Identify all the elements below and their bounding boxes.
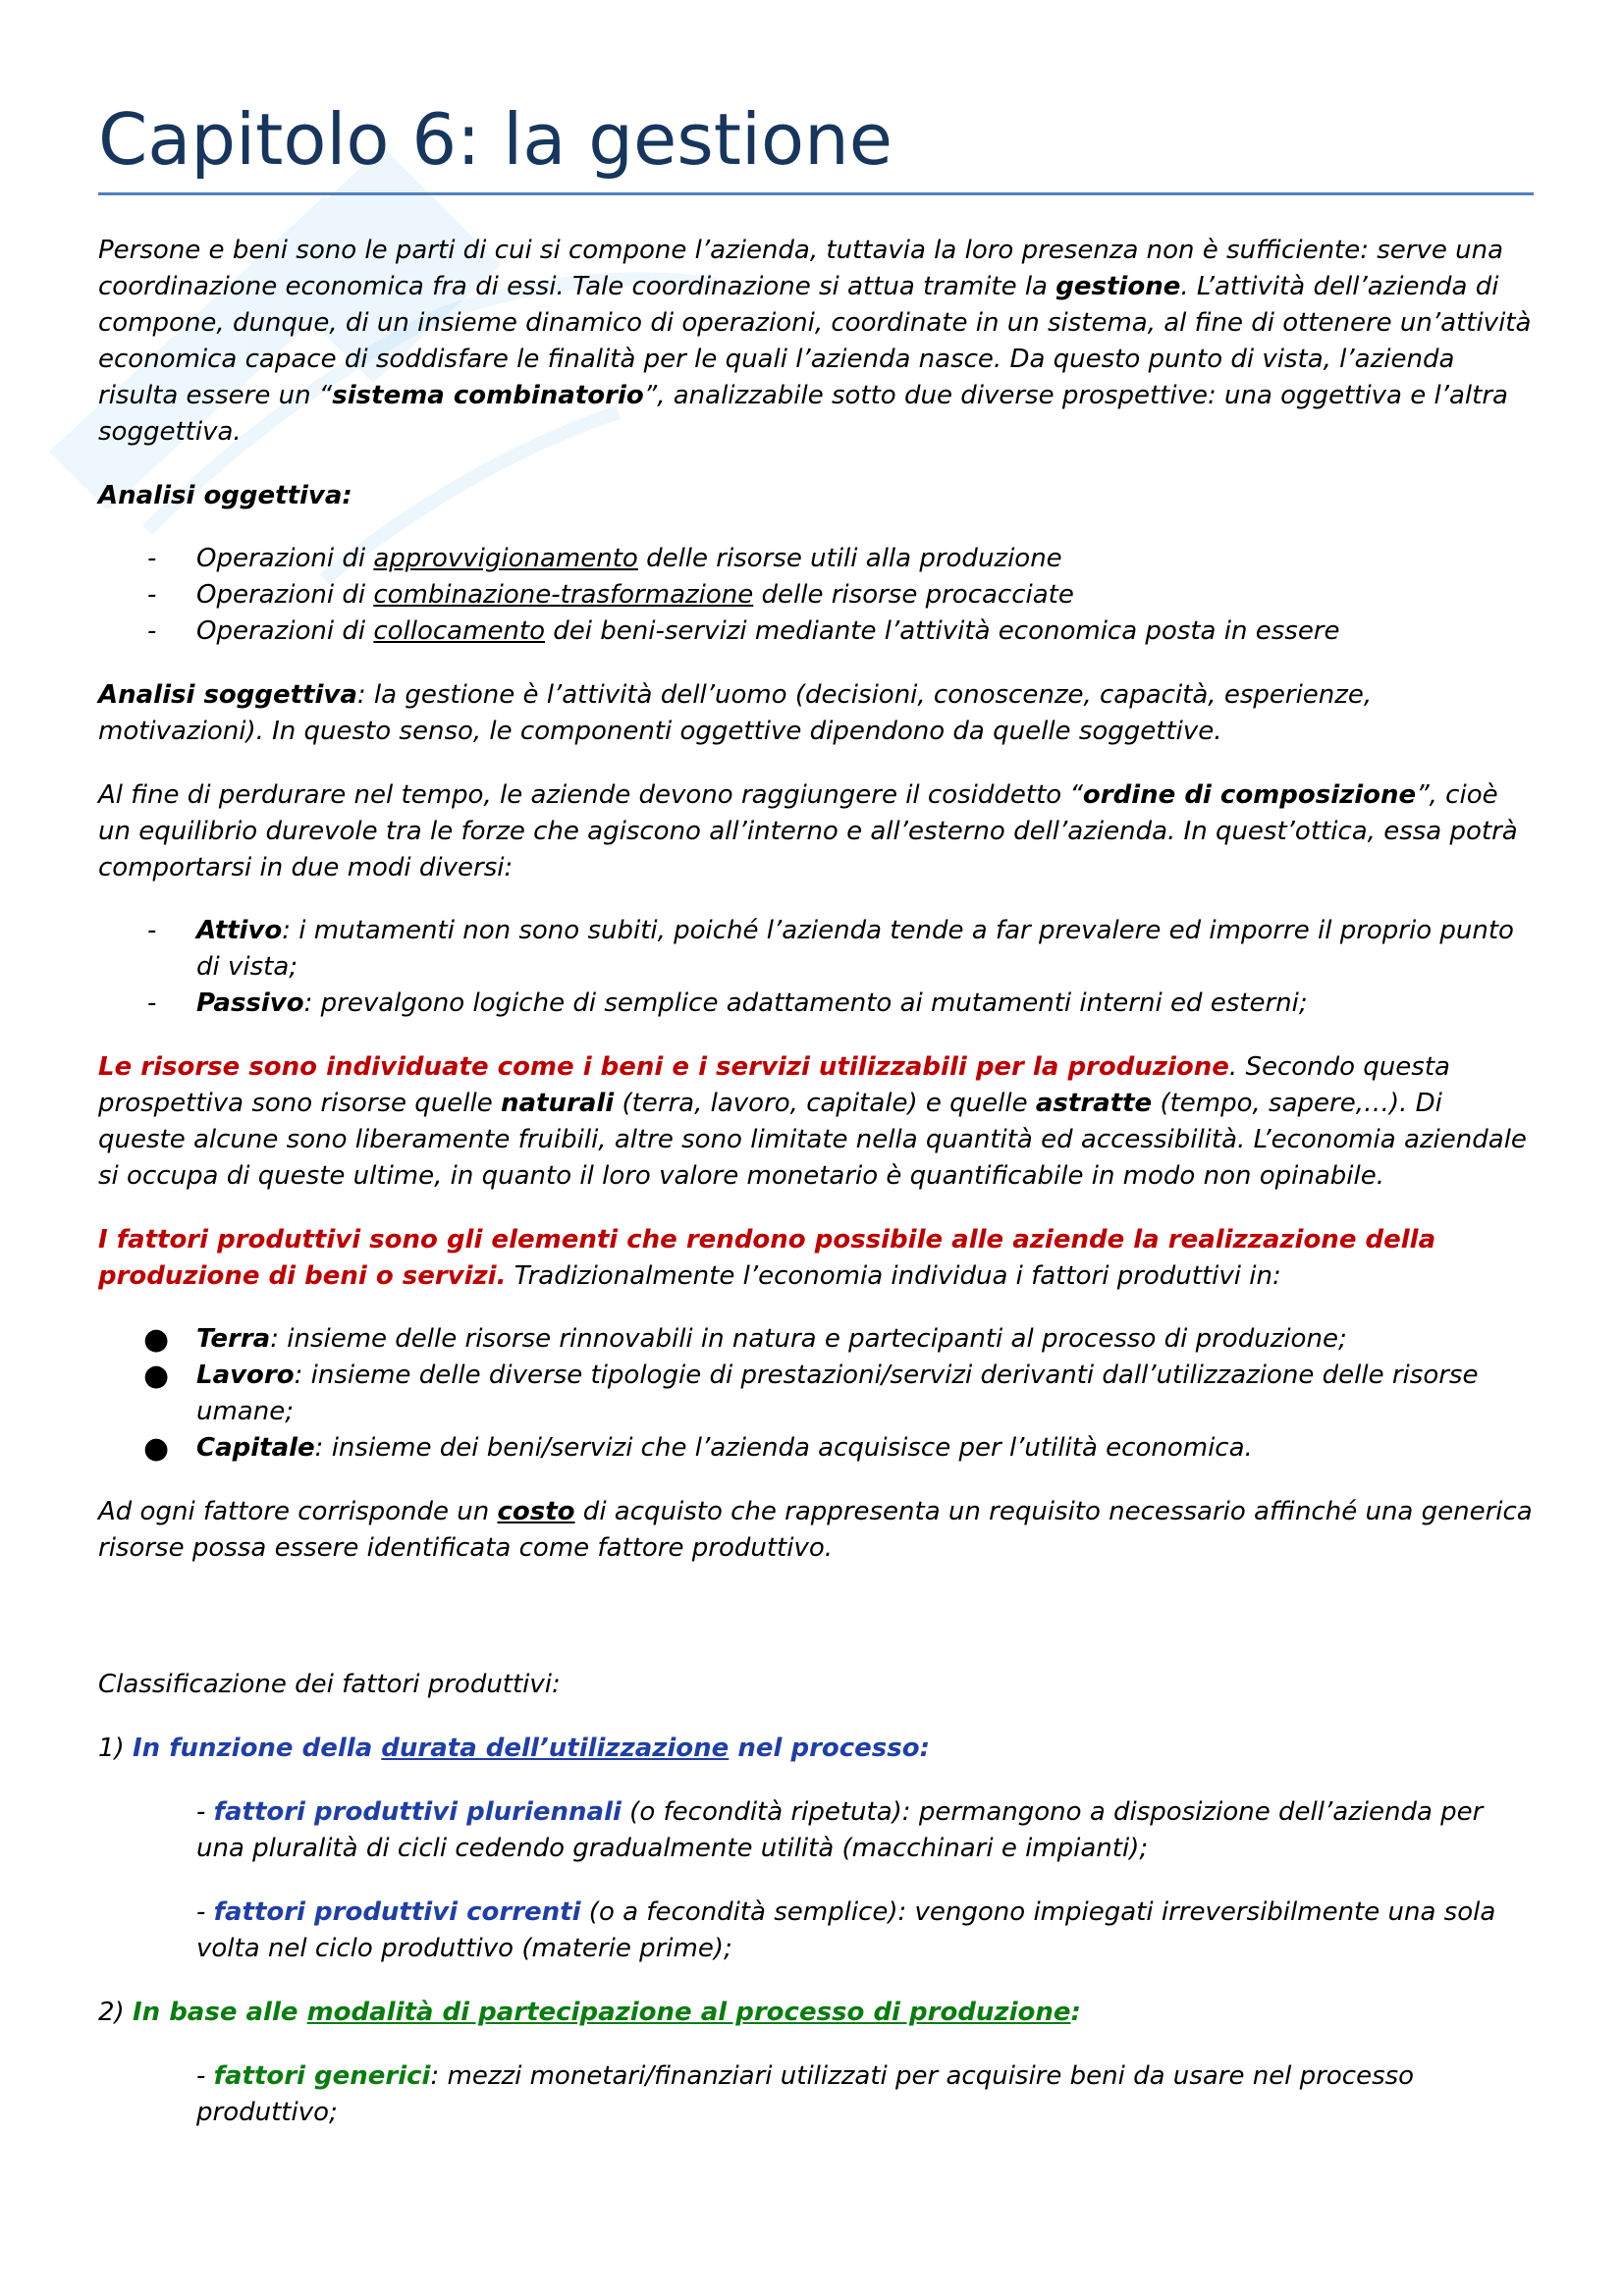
fattori-pluriennali-item: - fattori produttivi pluriennali (o fecondità ripetuta): permangono a disposizione dell’azienda per una pluralità di cicli cedendo gradualmente utilità (macchinari e impianti); [196,1797,1484,1863]
fattori-correnti-item: - fattori produttivi correnti (o a fecondità semplice): vengono impiegati irreversibilmente una sola volta nel ciclo produttivo (materie prime); [196,1897,1496,1963]
list-item: ● Capitale: insieme dei beni/servizi che l’azienda acquisisce per l’utilità economica. [143,1431,1253,1466]
list-item: ● Terra: insieme delle risorse rinnovabili in natura e partecipanti al processo di produzione; [143,1322,1347,1357]
analisi-oggettiva-heading: Analisi oggettiva: [98,481,352,510]
list-item: - Passivo: prevalgono logiche di semplice adattamento ai mutamenti interni ed esterni; [147,988,1308,1018]
intro-paragraph: Persone e beni sono le parti di cui si compone l’azienda, tuttavia la loro presenza non è sufficiente: serve una coordinazione economica fra di essi. Tale coordinazione si attua tramite la gestione. L’attività dell’azienda di compone, dunque, di un insieme dinamico di operazioni, coordinate in un sistema, al fine di ottenere un’attività economica capace di soddisfare le finalità per le quali l’azienda nasce. Da questo punto di vista, l’azienda risulta essere un “sistema combinatorio”, analizzabile sotto due diverse prospettive: una oggettiva e l’altra soggettiva. [98,236,1532,447]
classificazione-2-heading: 2) In base alle modalità di partecipazione al processo di produzione: [98,1998,1081,2027]
list-item: - Operazioni di collocamento dei beni-servizi mediante l’attività economica posta in essere [147,616,1340,646]
risorse-paragraph: Le risorse sono individuate come i beni e i servizi utilizzabili per la produzione. Secondo questa prospettiva sono risorse quelle naturali (terra, lavoro, capitale) e quelle astratte (tempo, sapere,…). Di queste alcune sono liberamente fruibili, altre sono limitate nella quantità ed accessibilità. L’economia aziendale si occupa di queste ultime, in quanto il loro valore monetario è quantificabile in modo non opinabile. [98,1052,1527,1191]
list-item: - Operazioni di approvvigionamento delle risorse utili alla produzione [147,544,1062,573]
list-item: - Attivo: i mutamenti non sono subiti, poiché l’azienda tende a far prevalere ed imporre il proprio punto di vista; [147,916,1514,982]
analisi-soggettiva-paragraph: Analisi soggettiva: la gestione è l’attività dell’uomo (decisioni, conoscenze, capacità, esperienze, motivazioni). In questo senso, le componenti oggettive dipendono da quelle soggettive. [98,680,1373,746]
fattori-list [98,1321,1534,1467]
costo-paragraph: Ad ogni fattore corrisponde un costo di acquisto che rappresenta un requisito necessario affinché una generica risorse possa essere identificata come fattore produttivo. [98,1497,1533,1563]
operazioni-list [98,541,1534,650]
modi-list [98,913,1534,1022]
classificazione-1-heading: 1) In funzione della durata dell’utilizzazione nel processo: [98,1734,931,1763]
classificazione-heading: Classificazione dei fattori produttivi: [98,1670,561,1699]
fattori-generici-item: - fattori generici: mezzi monetari/finanziari utilizzati per acquisire beni da usare nel processo produttivo; [196,2061,1415,2127]
document-page [98,92,1534,2131]
ordine-composizione-paragraph: Al fine di perdurare nel tempo, le aziende devono raggiungere il cosiddetto “ordine di composizione”, cioè un equilibrio durevole tra le forze che agiscono all’interno e all’esterno dell’azienda. In quest’ottica, essa potrà comportarsi in due modi diversi: [98,780,1518,882]
list-item: - Operazioni di combinazione-trasformazione delle risorse procacciate [147,580,1074,610]
list-item: ● Lavoro: insieme delle diverse tipologie di prestazioni/servizi derivanti dall’utilizzazione delle risorse umane; [143,1359,1479,1426]
page-title: Capitolo 6: la gestione [98,92,1534,195]
fattori-paragraph: I fattori produttivi sono gli elementi che rendono possibile alle aziende la realizzazione della produzione di beni o servizi. Tradizionalmente l’economia individua i fattori produttivi in: [98,1225,1436,1291]
